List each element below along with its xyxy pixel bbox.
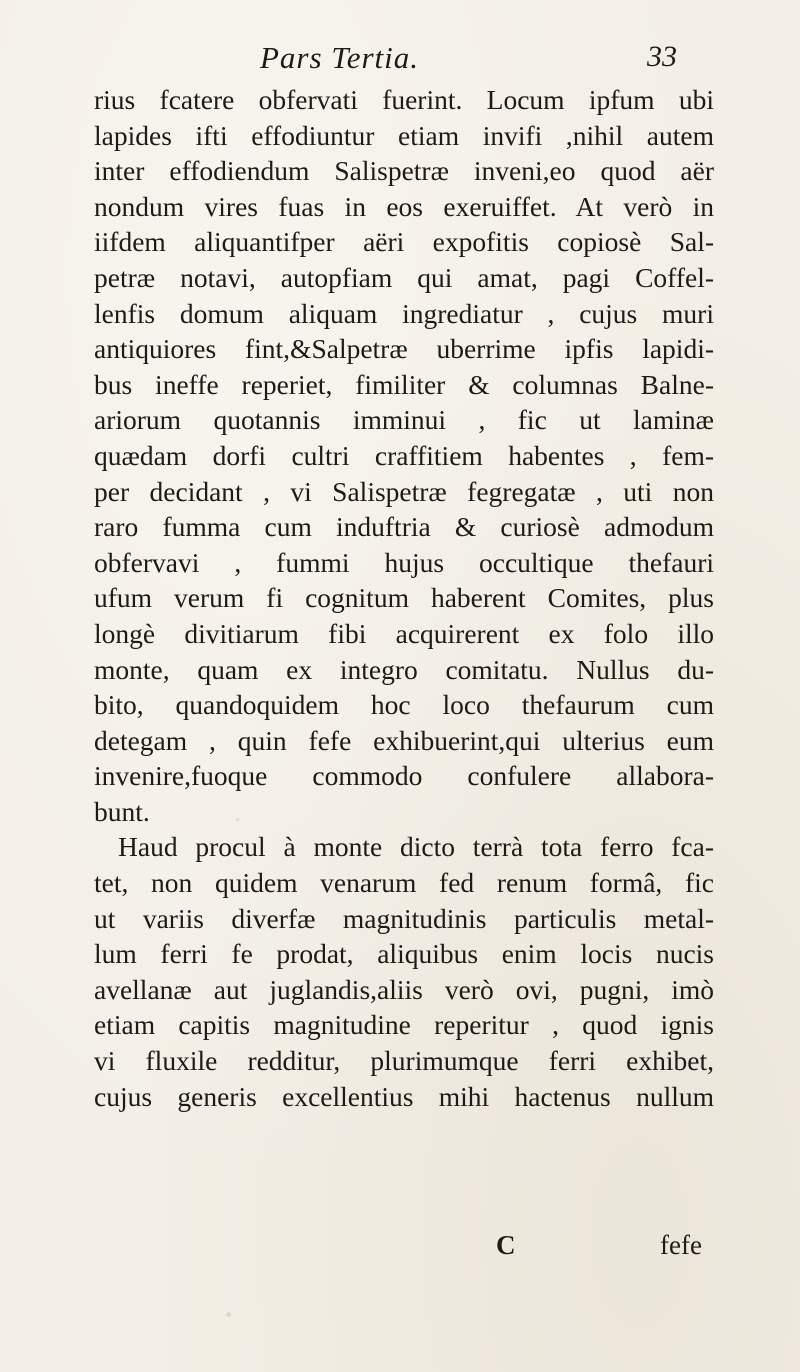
- text-line: lenfis domum aliquam ingrediatur , cujus muri: [94, 297, 714, 329]
- text-line: quædam dorfi cultri craffitiem habentes , fem-: [94, 439, 714, 471]
- paper-blemish: [226, 1312, 231, 1317]
- text-line: raro fumma cum induftria & curiosè admodum: [94, 511, 714, 543]
- text-line: tet, non quidem venarum fed renum formâ, fic: [94, 867, 714, 899]
- text-line: ufum verum fi cognitum haberent Comites, plus: [94, 582, 714, 614]
- text-line: Haud procul à monte dicto terrà tota ferro fca-: [118, 831, 714, 863]
- page-header: [0, 30, 800, 80]
- text-line: antiquiores fint,&Salpetræ uberrime ipfis lapidi-: [94, 333, 714, 365]
- text-line: inter effodiendum Salispetræ inveni,eo quod aër: [94, 155, 714, 187]
- text-line: bus ineffe reperiet, fimiliter & columnas Balne-: [94, 368, 714, 400]
- text-line: avellanæ aut juglandis,aliis verò ovi, pugni, imò: [94, 973, 714, 1005]
- text-line: lapides ifti effodiuntur etiam invifi ,nihil autem: [94, 119, 714, 151]
- text-line: ariorum quotannis imminui , fic ut laminæ: [94, 404, 714, 436]
- text-line: vi fluxile redditur, plurimumque ferri exhibet,: [94, 1045, 714, 1077]
- text-line: per decidant , vi Salispetræ fegregatæ , uti non: [94, 475, 714, 507]
- text-line: longè divitiarum fibi acquirerent ex folo illo: [94, 617, 714, 649]
- page-footer: [0, 1228, 800, 1268]
- text-line: iifdem aliquantifper aëri expofitis copiosè Sal-: [94, 226, 714, 258]
- text-line: ut variis diverfæ magnitudinis particulis metal-: [94, 902, 714, 934]
- text-line: invenire,fuoque commodo confulere allabora-: [94, 760, 714, 792]
- text-line: petræ notavi, autopfiam qui amat, pagi Coffel-: [94, 261, 714, 293]
- text-line: bito, quandoquidem hoc loco thefaurum cum: [94, 689, 714, 721]
- text-line: obfervavi , fummi hujus occultique thefauri: [94, 546, 714, 578]
- signature-mark: C: [496, 1230, 516, 1260]
- catchword: fefe: [660, 1230, 702, 1260]
- text-line: detegam , quin fefe exhibuerint,qui ulterius eum: [94, 724, 714, 756]
- running-title: Pars Tertia.: [260, 40, 420, 75]
- text-line: etiam capitis magnitudine reperitur , quod ignis: [94, 1009, 714, 1041]
- paper-blemish: [236, 818, 239, 821]
- text-line: rius fcatere obfervati fuerint. Locum ipfum ubi: [94, 84, 714, 115]
- text-line: cujus generis excellentius mihi hactenus nullum: [94, 1080, 714, 1112]
- page-number: 33: [647, 40, 677, 73]
- text-line: nondum vires fuas in eos exeruiffet. At verò in: [94, 190, 714, 222]
- text-line: lum ferri fe prodat, aliquibus enim locis nucis: [94, 938, 714, 970]
- text-line: monte, quam ex integro comitatu. Nullus du-: [94, 653, 714, 685]
- text-line: bunt.: [94, 795, 150, 827]
- body-text: [94, 82, 714, 1114]
